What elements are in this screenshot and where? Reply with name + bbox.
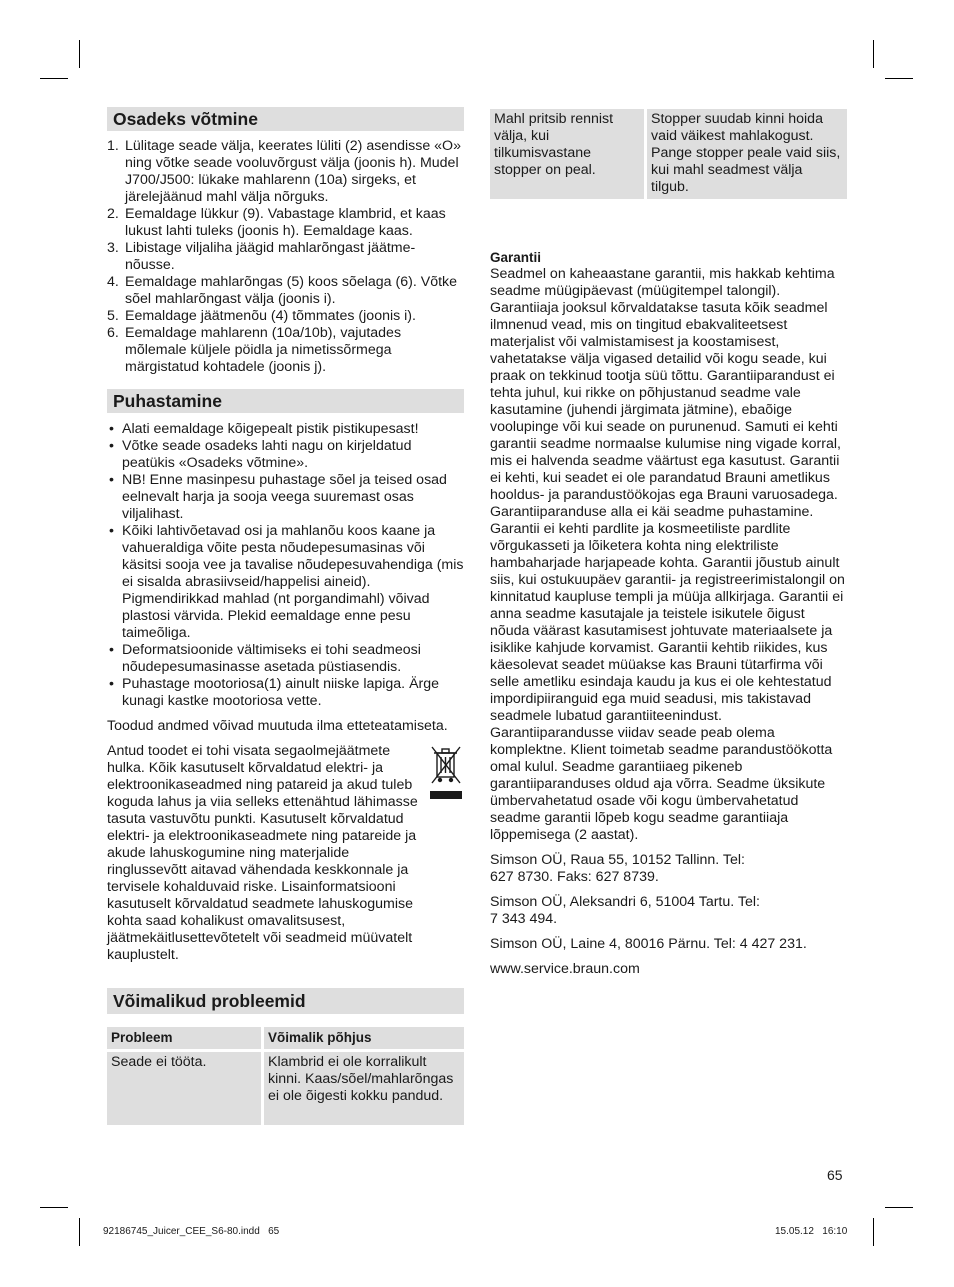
- footer-date: 15.05.12 16:10: [775, 1226, 848, 1237]
- section-heading-cleaning: Puhastamine: [107, 389, 464, 413]
- problems-table: [107, 1027, 464, 1125]
- page-number: 65: [827, 1167, 843, 1183]
- warranty-heading: Garantii: [490, 250, 542, 265]
- table-header-cause: Võimalik põhjus: [263, 1027, 465, 1051]
- step-item: 4. Eemaldage mahlarõngas (5) koos sõelaga (6). Võtke sõel mahlarõngast välja (joonis i).: [107, 274, 458, 307]
- disposal-block: [107, 743, 464, 964]
- table-cell-cause: Stopper suudab kinni hoida vaid väikest mahlakogust. Pange stopper peale vaid siis, kui mahl seadmest välja tilgub.: [646, 109, 848, 199]
- disposal-text: Antud toodet ei tohi visata segaolmejäätmete hulka. Kõik kasutuselt kõrvaldatud elektri- ja elektroonikaseadmed ning patareid ja akud tuleb koguda lahus ja viia selleks ettenähtud lähimasse tasuta vastuvõtu punkti. Kasutuselt kõrvaldatud elektri- ja elektroonikaseadmete ning patareide ja akude lahuskogumine ning materjalide ringlussevõtt aitavad vähendada keskkonnale ja tervisele kohalduvaid riske. Lisainformatsiooni kasutuselt kõrvaldatud seadmete lahuskogumise kohta saad kohalikust omavalitsusest, jäätmekäitlusettevõtetelt või seadmeid müüvatelt kauplustelt.: [107, 743, 418, 963]
- problems-table-continued: [490, 109, 847, 199]
- step-item: 5. Eemaldage jäätmenõu (4) tõmmates (joonis i).: [107, 308, 416, 324]
- warranty-text: Seadmel on kaheaastane garantii, mis hakkab kehtima seadme müügipäevast (müügitempel talongil). Garantiiaja jooksul kõrvaldatakse tasuta kõik seadmel ilmnenud vead, mis on tingitud ebakvaliteetsest materjalist või valmistamisest ja koostamisest, vahetatakse välja vigased detailid või kogu seade, kui praak on tekkinud tootja süü tõttu. Garantiiparandust ei tehta juhul, kui rikke on põhjustanud seadme vale kasutamine (juhendi järgimata jätmine), ebaõige voolupinge või kui seade on purunenud. Samuti ei kehti garantii seadme normaalse kulumise ning vigade korral, mis ei halvenda seadme väärtust ega kasutust. Garantii ei kehti, kui seadet ei ole parandatud Brauni ametlikus hooldus- ja parandustöökojas ega Brauni varuosadega. Garantiiparanduse alla ei käi seadme puhastamine. Garantii ei kehti pardlite ja kosmeetiliste pardlite võrgukasseti ja lõiketera kohta ning elektriliste hambaharjade harjapeade kohta. Garantii jõustub ainult siis, kui ostukuupäev garantii- ja registreerimistalongil on kinnitatud kaupluse templi ja müüja allkirjaga. Garantii ei anna seadme kasutajale ja teistele isikutele õigust nõuda väärast kasutamisest johtuvate materiaalsete ja isiklike kahjude korvamist. Garantii kehtib riikides, kus käesolevat seadet müüakse kas Brauni tütarfirma või selle ametliku esindaja kaudu ja kus ei ole kehtestatud impordipiiranguid ega muid seadusi, mis takistavad seadmele lubatud garantiiteenindust. Garantiiparandusse viidav seade peab olema komplektne. Klient toimetab seadme parandustöökotta omal kulul. Seadme garantiiaeg pikeneb garantiiparanduses oldud aja võrra. Seadme üksikute ümbervahetatud osade või kogu ümbervahetatud seadme garantii lõpeb kogu seadme garantiiaja lõppemisega (2 aastat).: [490, 266, 845, 843]
- table-header-problem: Probleem: [107, 1027, 263, 1051]
- step-item: 3. Libistage viljaliha jäägid mahlarõngast jäätme-nõusse.: [107, 240, 416, 273]
- cleaning-bullets: [107, 421, 464, 710]
- service-website: www.service.braun.com: [490, 961, 640, 977]
- section-heading-problems: Võimalikud probleemid: [107, 988, 464, 1014]
- step-item: 1. Lülitage seade välja, keerates lüliti (2) asendisse «O» ning võtke seade vooluvõrgust välja (joonis h). Mudel J700/J500: lükake mahlarenn (10a) sirgeks, et järelejäänud mahl välja nõrguks.: [107, 138, 461, 205]
- left-column: [107, 107, 464, 1125]
- bullet-item: • NB! Enne masinpesu puhastage sõel ja teised osad eelnevalt harja ja sooja veega suuremast osas viljalihast.: [107, 472, 464, 523]
- address-parnu: Simson OÜ, Laine 4, 80016 Pärnu. Tel: 4 427 231.: [490, 936, 807, 952]
- crossed-bin-icon: [428, 743, 464, 801]
- address-tartu: Simson OÜ, Aleksandri 6, 51004 Tartu. Tel: 7 343 494.: [490, 894, 760, 927]
- address-tallinn: Simson OÜ, Raua 55, 10152 Tallinn. Tel: 627 8730. Faks: 627 8739.: [490, 852, 745, 885]
- bullet-item: • Kõiki lahtivõetavad osi ja mahlanõu koos kaane ja vahueraldiga võite pesta nõudepesumasinas või käsitsi sooja vee ja tavalise nõudepesuvahendiga (mis ei sisalda abrasiivseid/happelisi aineid). Pigmendirikkad mahlad (nt porgandimahl) võivad plastosi värvida. Plekid eemaldage enne pesu taimeõliga.: [107, 523, 464, 642]
- change-note: Toodud andmed võivad muutuda ilma etteteatamiseta.: [107, 718, 448, 734]
- bullet-item: • Puhastage mootoriosa(1) ainult niiske lapiga. Ärge kunagi kastke mootoriosa vette.: [107, 676, 464, 710]
- bullet-item: • Deformatsioonide vältimiseks ei tohi seadmeosi nõudepesumasinasse asetada püstiasendis.: [107, 642, 464, 676]
- bullet-item: • Võtke seade osadeks lahti nagu on kirjeldatud peatükis «Osadeks võtmine».: [107, 438, 464, 472]
- step-item: 6. Eemaldage mahlarenn (10a/10b), vajutades mõlemale küljele pöidla ja nimetissõrmega märgistatud kohtadele (joonis j).: [107, 325, 402, 375]
- bullet-item: • Alati eemaldage kõigepealt pistik pistikupesast!: [107, 421, 464, 438]
- table-cell-problem: Seade ei tööta.: [107, 1051, 263, 1126]
- disassembly-steps: [107, 138, 464, 376]
- table-cell-cause: Klambrid ei ole korralikult kinni. Kaas/sõel/mahlarõngas ei ole õigesti kokku pandud.: [263, 1051, 465, 1126]
- right-column: [490, 109, 847, 978]
- step-item: 2. Eemaldage lükkur (9). Vabastage klambrid, et kaas lukust lahti tuleks (joonis h). Eemaldage kaas.: [107, 206, 446, 239]
- section-heading-disassembly: Osadeks võtmine: [107, 107, 464, 131]
- footer-file-info: 92186745_Juicer_CEE_S6-80.indd 65: [103, 1226, 280, 1237]
- table-cell-problem: Mahl pritsib rennist välja, kui tilkumisvastane stopper on peal.: [490, 109, 646, 199]
